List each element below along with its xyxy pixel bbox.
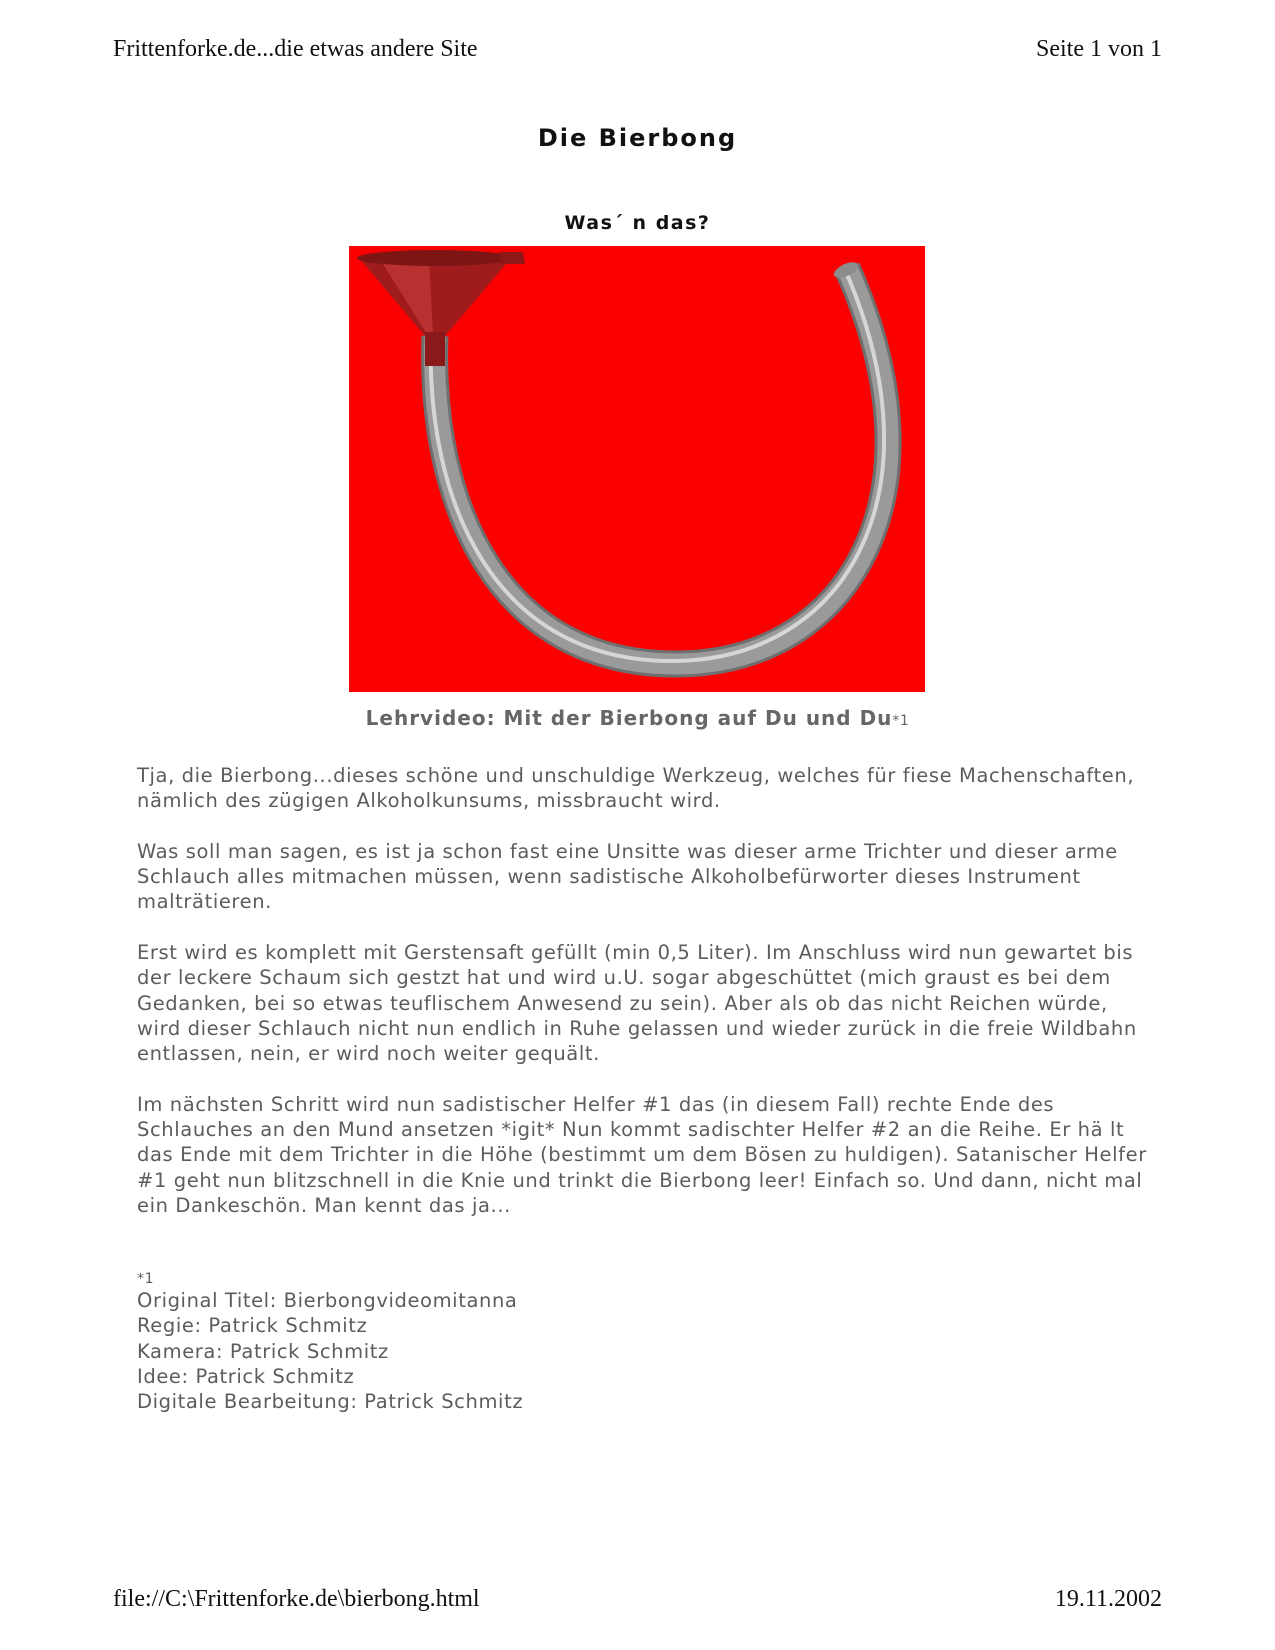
footnote-marker: *1 [137, 1271, 155, 1287]
footnote-line: Digitale Bearbeitung: Patrick Schmitz [137, 1390, 524, 1414]
article-paragraph: Im nächsten Schritt wird nun sadistischer Helfer #1 das (in diesem Fall) rechte Ende des Schlauches an den Mund ansetzen *igit* Nun kommt sadischter Helfer #2 an die Reihe. Er hä lt das Ende mit dem Trichter in die Höhe (bestimmt um dem Bösen zu huldigen). Satanischer Helfer #1 geht nun blitzschnell in die Knie und trinkt die Bierbong leer! Einfach so. Und dann, nicht mal ein Dankeschön. Man kennt das ja... [137, 1092, 1147, 1218]
article-paragraph: Was soll man sagen, es ist ja schon fast eine Unsitte was dieser arme Trichter und dieser arme Schlauch alles mitmachen müssen, wenn sadistische Alkoholbefürworter dieses Instrument malträtieren. [137, 839, 1118, 914]
caption-text: Lehrvideo: Mit der Bierbong auf Du und Du [365, 706, 893, 730]
funnel-handle [499, 252, 525, 264]
bierbong-photo [349, 246, 925, 692]
footnote-line: Original Titel: Bierbongvideomitanna [137, 1289, 518, 1312]
article-body [137, 763, 1147, 1244]
caption-footnote-ref: *1 [892, 713, 910, 729]
funnel-body [359, 258, 511, 336]
print-footer [113, 1586, 1162, 1613]
article-paragraph: Tja, die Bierbong...dieses schöne und unschuldige Werkzeug, welches für fiese Machenschaften, nämlich des zügigen Alkoholkunsums, missbraucht wird. [137, 764, 1135, 813]
page-counter: Seite 1 von 1 [1036, 36, 1162, 62]
site-title: Frittenforke.de...die etwas andere Site [113, 36, 478, 62]
funnel-spout [425, 332, 445, 366]
footnote [137, 1270, 523, 1414]
page-title: Die Bierbong [537, 124, 738, 152]
image-caption [0, 706, 1275, 730]
funnel-rim [357, 250, 513, 266]
section-heading: Was´ n das? [564, 212, 711, 234]
print-date: 19.11.2002 [1054, 1586, 1162, 1612]
file-path: file://C:\Frittenforke.de\bierbong.html [113, 1586, 480, 1612]
footnote-line: Regie: Patrick Schmitz [137, 1314, 368, 1338]
bierbong-illustration [349, 246, 925, 692]
article-paragraph: Erst wird es komplett mit Gerstensaft gefüllt (min 0,5 Liter). Im Anschluss wird nun gewartet bis der leckere Schaum sich gestzt hat und wird u.U. sogar abgeschüttet (mich graust es bei dem Gedanken, bei so etwas teuflischem Anwesend zu sein). Aber als ob das nicht Reichen würde, wird dieser Schlauch nicht nun endlich in Ruhe gelassen und wieder zurück in die freie Wildbahn entlassen, nein, er wird noch weiter gequält. [137, 941, 1137, 1066]
print-header [113, 36, 1162, 63]
footnote-line: Idee: Patrick Schmitz [137, 1364, 355, 1388]
funnel-shade [379, 258, 433, 334]
footnote-line: Kamera: Patrick Schmitz [137, 1339, 389, 1363]
